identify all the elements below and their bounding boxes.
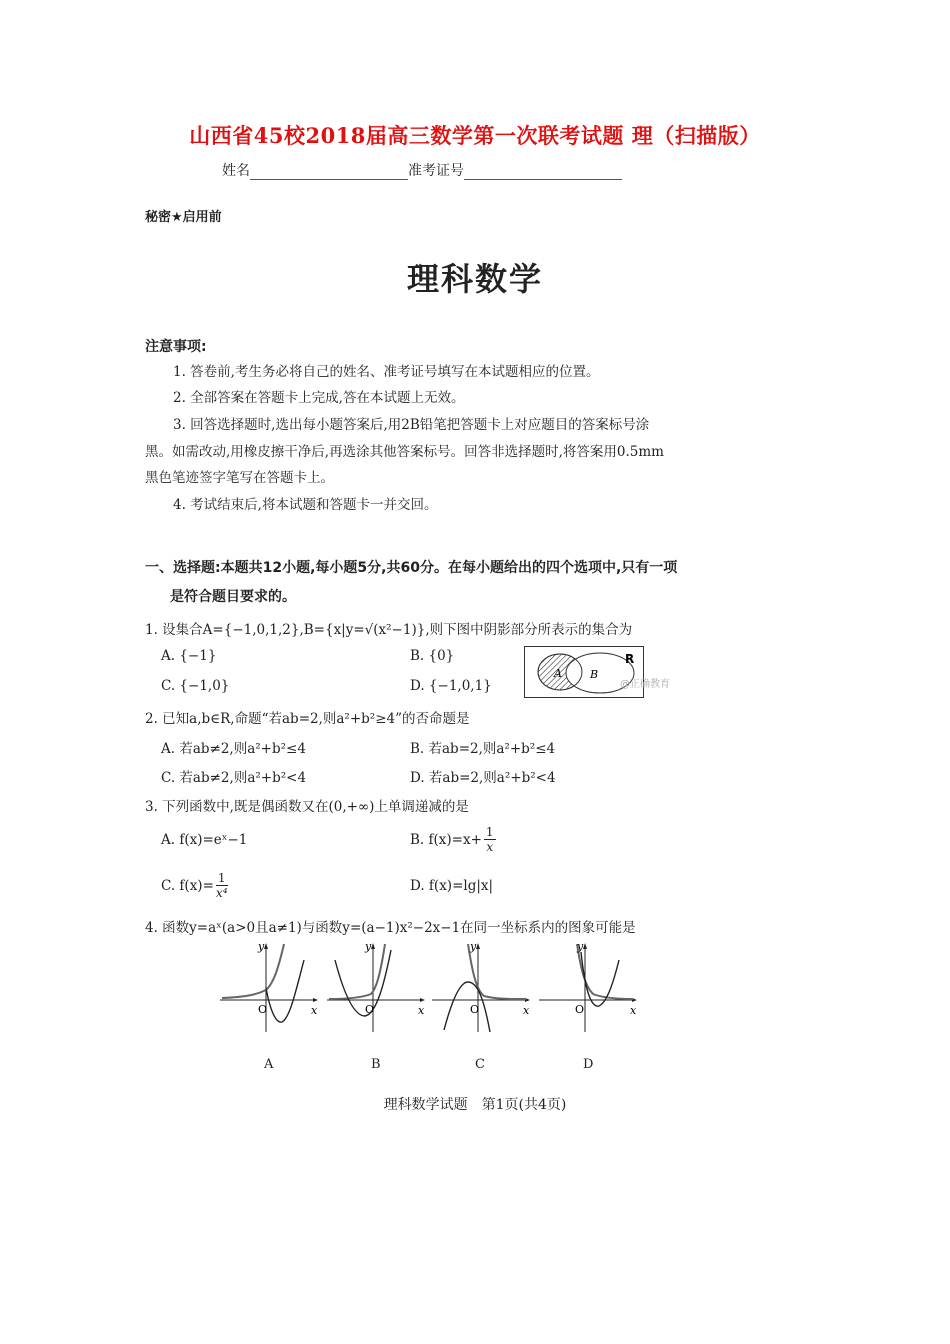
graph-a: [218, 940, 323, 1035]
graph-c-x-label: x: [523, 1004, 530, 1017]
q3-c-denominator: x⁴: [215, 886, 228, 900]
notice-item-3-cont2: 黑色笔迹签字笔写在答题卡上。: [145, 470, 334, 486]
name-label: 姓名: [222, 163, 250, 179]
graph-d-label: D: [583, 1057, 594, 1072]
question-4-stem: 4. 函数y=aˣ(a>0且a≠1)与函数y=(a−1)x²−2x−1在同一坐标系内的图象可能是: [145, 920, 636, 936]
graph-b-x-label: x: [418, 1004, 425, 1017]
q3-option-a: A. f(x)=eˣ−1: [161, 832, 248, 848]
graph-a-label: A: [264, 1057, 274, 1072]
notice-item-1: 1. 答卷前,考生务必将自己的姓名、准考证号填写在本试题相应的位置。: [173, 364, 600, 380]
page-footer: 理科数学试题 第1页(共4页): [383, 1097, 567, 1113]
confidential-label: 秘密★启用前: [145, 210, 222, 225]
notice-item-3-cont: 黑。如需改动,用橡皮擦干净后,再选涂其他答案标号。回答非选择题时,将答案用0.5mm: [145, 444, 664, 460]
document-title: 山西省45校2018届高三数学第一次联考试题 理（扫描版）: [189, 123, 761, 148]
notice-item-2: 2. 全部答案在答题卡上完成,答在本试题上无效。: [173, 390, 465, 406]
graph-d-x-label: x: [630, 1004, 637, 1017]
venn-label-b: B: [590, 668, 599, 681]
q3-option-c: [161, 871, 228, 900]
q1-option-d: D. {−1,0,1}: [410, 678, 492, 694]
q3-c-fraction: [216, 871, 228, 900]
q3-b-numerator: 1: [485, 825, 494, 839]
graph-c-y-label: y: [470, 940, 477, 953]
graph-b-origin: O: [365, 1003, 375, 1016]
graph-b-y-label: y: [365, 940, 372, 953]
q1-option-c: C. {−1,0}: [161, 678, 230, 694]
question-1-stem: 1. 设集合A={−1,0,1,2},B={x|y=√(x²−1)},则下图中阴影部分所表示的集合为: [145, 622, 633, 638]
candidate-info-row: [222, 160, 622, 180]
graph-c-origin: O: [470, 1003, 480, 1016]
q3-c-numerator: 1: [217, 871, 226, 885]
section-heading-cont: 是符合题目要求的。: [170, 589, 296, 605]
graph-c: [430, 940, 535, 1035]
graph-c-label: C: [475, 1057, 485, 1072]
section-heading: 一、选择题:本题共12小题,每小题5分,共60分。在每小题给出的四个选项中,只有一项: [145, 560, 678, 576]
watermark: @正确教育: [620, 679, 670, 690]
q3-b-denominator: x: [486, 840, 494, 854]
q2-option-d: D. 若ab=2,则a²+b²<4: [410, 770, 556, 786]
notice-item-4: 4. 考试结束后,将本试题和答题卡一并交回。: [173, 497, 438, 513]
graph-d-origin: O: [575, 1003, 585, 1016]
venn-label-r: R: [625, 652, 635, 666]
notice-heading: 注意事项:: [145, 339, 207, 355]
q2-option-b: B. 若ab=2,则a²+b²≤4: [410, 741, 556, 757]
graph-a-origin: O: [258, 1003, 268, 1016]
venn-diagram: [524, 646, 644, 698]
question-2-stem: 2. 已知a,b∈R,命题“若ab=2,则a²+b²≥4”的否命题是: [145, 711, 470, 727]
q2-option-c: C. 若ab≠2,则a²+b²<4: [161, 770, 307, 786]
q3-option-b: [410, 825, 496, 854]
exam-id-blank: [464, 165, 622, 180]
q3-option-d: D. f(x)=lg|x|: [410, 878, 494, 894]
graph-d: [537, 940, 642, 1035]
q2-option-a: A. 若ab≠2,则a²+b²≤4: [161, 741, 306, 757]
name-blank: [250, 165, 408, 180]
subject-title: 理科数学: [406, 260, 543, 298]
q3-b-prefix: B. f(x)=x+: [410, 831, 482, 848]
q1-option-b: B. {0}: [410, 648, 455, 664]
graph-a-x-label: x: [311, 1004, 318, 1017]
q3-c-prefix: C. f(x)=: [161, 877, 214, 894]
venn-label-a: A: [554, 667, 562, 680]
notice-item-3: 3. 回答选择题时,选出每小题答案后,用2B铅笔把答题卡上对应题目的答案标号涂: [173, 417, 650, 433]
graph-b: [325, 940, 430, 1035]
exam-id-label: 准考证号: [408, 163, 464, 179]
graph-d-y-label: y: [577, 940, 584, 953]
graph-b-label: B: [371, 1057, 381, 1072]
question-3-stem: 3. 下列函数中,既是偶函数又在(0,+∞)上单调递减的是: [145, 799, 469, 815]
q1-option-a: A. {−1}: [161, 648, 217, 664]
q3-b-fraction: [484, 825, 496, 854]
graph-a-y-label: y: [258, 940, 265, 953]
